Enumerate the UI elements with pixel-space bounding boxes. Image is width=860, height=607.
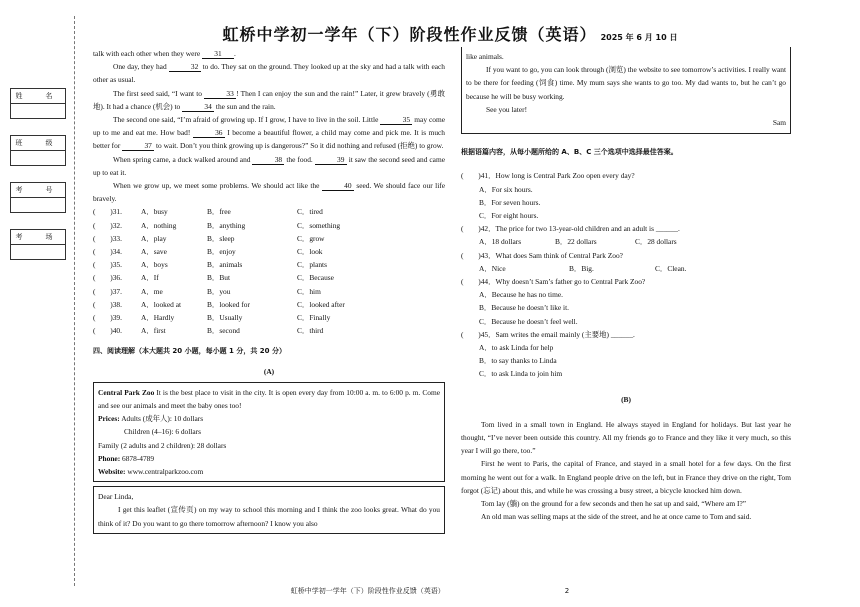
question-42: ( )42．The price for two 13-year-old children and an adult is ______. A．18 dollars B．22 dollars C．28 dollars <box>461 224 680 247</box>
email-letter-part2: like animals. If you want to go, you can look through (浏览) the website to see tomorrow’s activities. I really want to be there for feeding (饲食) time. My mum says she wants to go too. My dad wants to, but he can’t go because he will be busy working. See you later! Sam <box>461 47 791 134</box>
blank-33: 33 <box>204 89 236 99</box>
passage-b-label: (B) <box>621 394 631 404</box>
blank-32: 32 <box>169 62 201 72</box>
exam-room-label: 考 场 <box>11 230 65 245</box>
right-column <box>461 47 791 524</box>
passage-a-label: (A) <box>263 366 275 376</box>
exam-number-box <box>10 182 66 213</box>
blank-38: 38 <box>252 155 284 165</box>
cloze-paragraph: One day, they had 32 to do. They sat on the ground. They looked up at the sky and had a talk with each other as usual. <box>93 62 445 85</box>
question-41: ( )41．How long is Central Park Zoo open every day? A．For six hours. B．For seven hours. C．For eight hours. <box>461 171 635 221</box>
answer-paren[interactable]: ( )35. <box>93 260 122 270</box>
option-row: ( )33. A．play B．sleep C．grow <box>93 232 445 245</box>
blank-36: 36 <box>193 128 225 138</box>
option-row: ( )35. A．boys B．animals C．plants <box>93 258 445 271</box>
question-43: ( )43．What does Sam think of Central Park Zoo? A．Nice B．Big. C．Clean. <box>461 250 687 273</box>
blank-35: 35 <box>380 115 412 125</box>
class-field[interactable] <box>11 151 65 165</box>
blank-39: 39 <box>315 155 347 165</box>
option-row: ( )37. A．me B．you C．him <box>93 285 445 298</box>
reading-instruction: 根据语篇内容，从每小题所给的 A、B、C 三个选项中选择最佳答案。 <box>461 148 678 157</box>
class-box <box>10 135 66 166</box>
section-heading: 四、阅读理解（本大题共 20 小题，每小题 1 分，共 20 分） <box>93 347 286 356</box>
answer-paren[interactable]: ( )33. <box>93 233 122 243</box>
answer-paren[interactable]: ( )36. <box>93 273 122 283</box>
option-row: ( )39. A．Hardly B．Usually C．Finally <box>93 311 445 324</box>
exam-room-field[interactable] <box>11 245 65 259</box>
answer-paren[interactable]: ( )40. <box>93 326 122 336</box>
option-row: ( )38. A．looked at B．looked for C．looked after <box>93 298 445 311</box>
option-row: ( )36. A．If B．But C．Because <box>93 271 445 284</box>
option-row: ( )31. A．busy B．free C．tired <box>93 205 445 218</box>
binding-line <box>74 16 75 586</box>
class-label: 班 级 <box>11 136 65 151</box>
exam-number-label: 考 号 <box>11 183 65 198</box>
answer-paren[interactable]: ( )38. <box>93 299 122 309</box>
answer-paren[interactable]: ( )39. <box>93 312 122 322</box>
name-field[interactable] <box>11 104 65 118</box>
cloze-options <box>93 205 445 337</box>
zoo-leaflet: Central Park Zoo It is the best place to visit in the city. It is open every day from 10:00 a. m. to 6:00 p. m. Come and see our animals and meet the baby ones too! Prices: Adults (成年人): 10 dollars Children (4–16): 6 dollars Family (2 adults and 2 children): 28 dollars Phone: 6878-4789 Website: www.centralparkzoo.com <box>93 382 445 482</box>
page-title <box>170 22 730 45</box>
exam-date: 2025 年 6 月 10 日 <box>600 33 678 42</box>
letter-signature: Sam <box>772 118 786 128</box>
blank-34: 34 <box>182 102 214 112</box>
cloze-paragraph: The first seed said, “I want to 33 ! Then I can enjoy the sun and the rain!” Later, it grew bravely (勇敢地). It had a chance (机会) to 34 the sun and the rain. <box>93 88 445 111</box>
name-box <box>10 88 66 119</box>
answer-paren[interactable]: ( )32. <box>93 220 122 230</box>
question-list <box>461 169 791 380</box>
blank-37: 37 <box>122 141 154 151</box>
passage-b: Tom lived in a small town in England. He always stayed in England for holidays. But last year he thought, “I’ve never been outside this country. All my friends go to France and they like it very much, so this year I will go there, too.” First he went to Paris, the capital of France, and stayed in a small hotel for a few days. On the first morning he went out for a walk. In England people drive on the left, but in France they drive on the right, Tom forgot (忘记) about this, and while he was crossing a busy street, a bicycle knocked him down. Tom lay (躺) on the ground for a few seconds and then he sat up and said, “Where am I?” An old man was selling maps at the side of the street, and he at once came to Tom and said. <box>461 419 791 522</box>
cloze-paragraph: The second one said, “I’m afraid of growing up. If I grow, I have to live in the soil. Little 35 may come up to me and eat me. How bad! 36 I become a beautiful flower, a child may come and pick me. It is much better for 37 to wait. Don’t you think growing up is dangerous?” So it did nothing and refused (拒绝) to grow. <box>93 115 446 151</box>
zoo-website: www.centralparkzoo.com <box>125 466 204 476</box>
cloze-paragraph: talk with each other when they were 31 . <box>93 49 236 58</box>
answer-paren[interactable]: ( )37. <box>93 286 122 296</box>
option-row: ( )32. A．nothing B．anything C．something <box>93 219 445 232</box>
title-text: 虹桥中学初一学年（下）阶段性作业反馈（英语） <box>222 25 597 44</box>
cloze-paragraph: When spring came, a duck walked around and 38 the food. 39 it saw the second seed and came up to eat it. <box>93 154 445 177</box>
question-45: ( )45．Sam writes the email mainly (主要地) ______. A．to ask Linda for help B．to say thanks to Linda C．to ask Linda to join him <box>461 329 635 379</box>
name-label: 姓 名 <box>11 89 65 104</box>
exam-room-box <box>10 229 66 260</box>
option-row: ( )40. A．first B．second C．third <box>93 324 445 337</box>
page-number: 2 <box>564 587 570 595</box>
cloze-paragraph: When we grow up, we meet some problems. We should act like the 40 seed. We should face our life bravely. <box>93 181 445 204</box>
left-column <box>93 47 445 534</box>
zoo-name: Central Park Zoo <box>98 387 155 397</box>
question-44: ( )44．Why doesn’t Sam’s father go to Central Park Zoo? A．Because he has no time. B．Because he doesn’t like it. C．Because he doesn’t feel well. <box>461 277 646 326</box>
student-info-panel <box>10 88 66 276</box>
answer-paren[interactable]: ( )34. <box>93 247 122 256</box>
page-footer <box>0 586 860 596</box>
footer-title: 虹桥中学初一学年（下）阶段性作业反馈（英语） <box>290 587 445 595</box>
blank-31: 31 <box>202 49 234 59</box>
answer-paren[interactable]: ( )31. <box>93 207 122 217</box>
option-row: ( )34. A．save B．enjoy C．look <box>93 245 445 258</box>
exam-number-field[interactable] <box>11 198 65 212</box>
blank-40: 40 <box>322 181 354 191</box>
email-letter-part1: Dear Linda, I get this leaflet (宣传页) on my way to school this morning and I think the zoo looks great. What do you think of it? Do you want to go there tomorrow afternoon? I know you also <box>93 486 445 534</box>
